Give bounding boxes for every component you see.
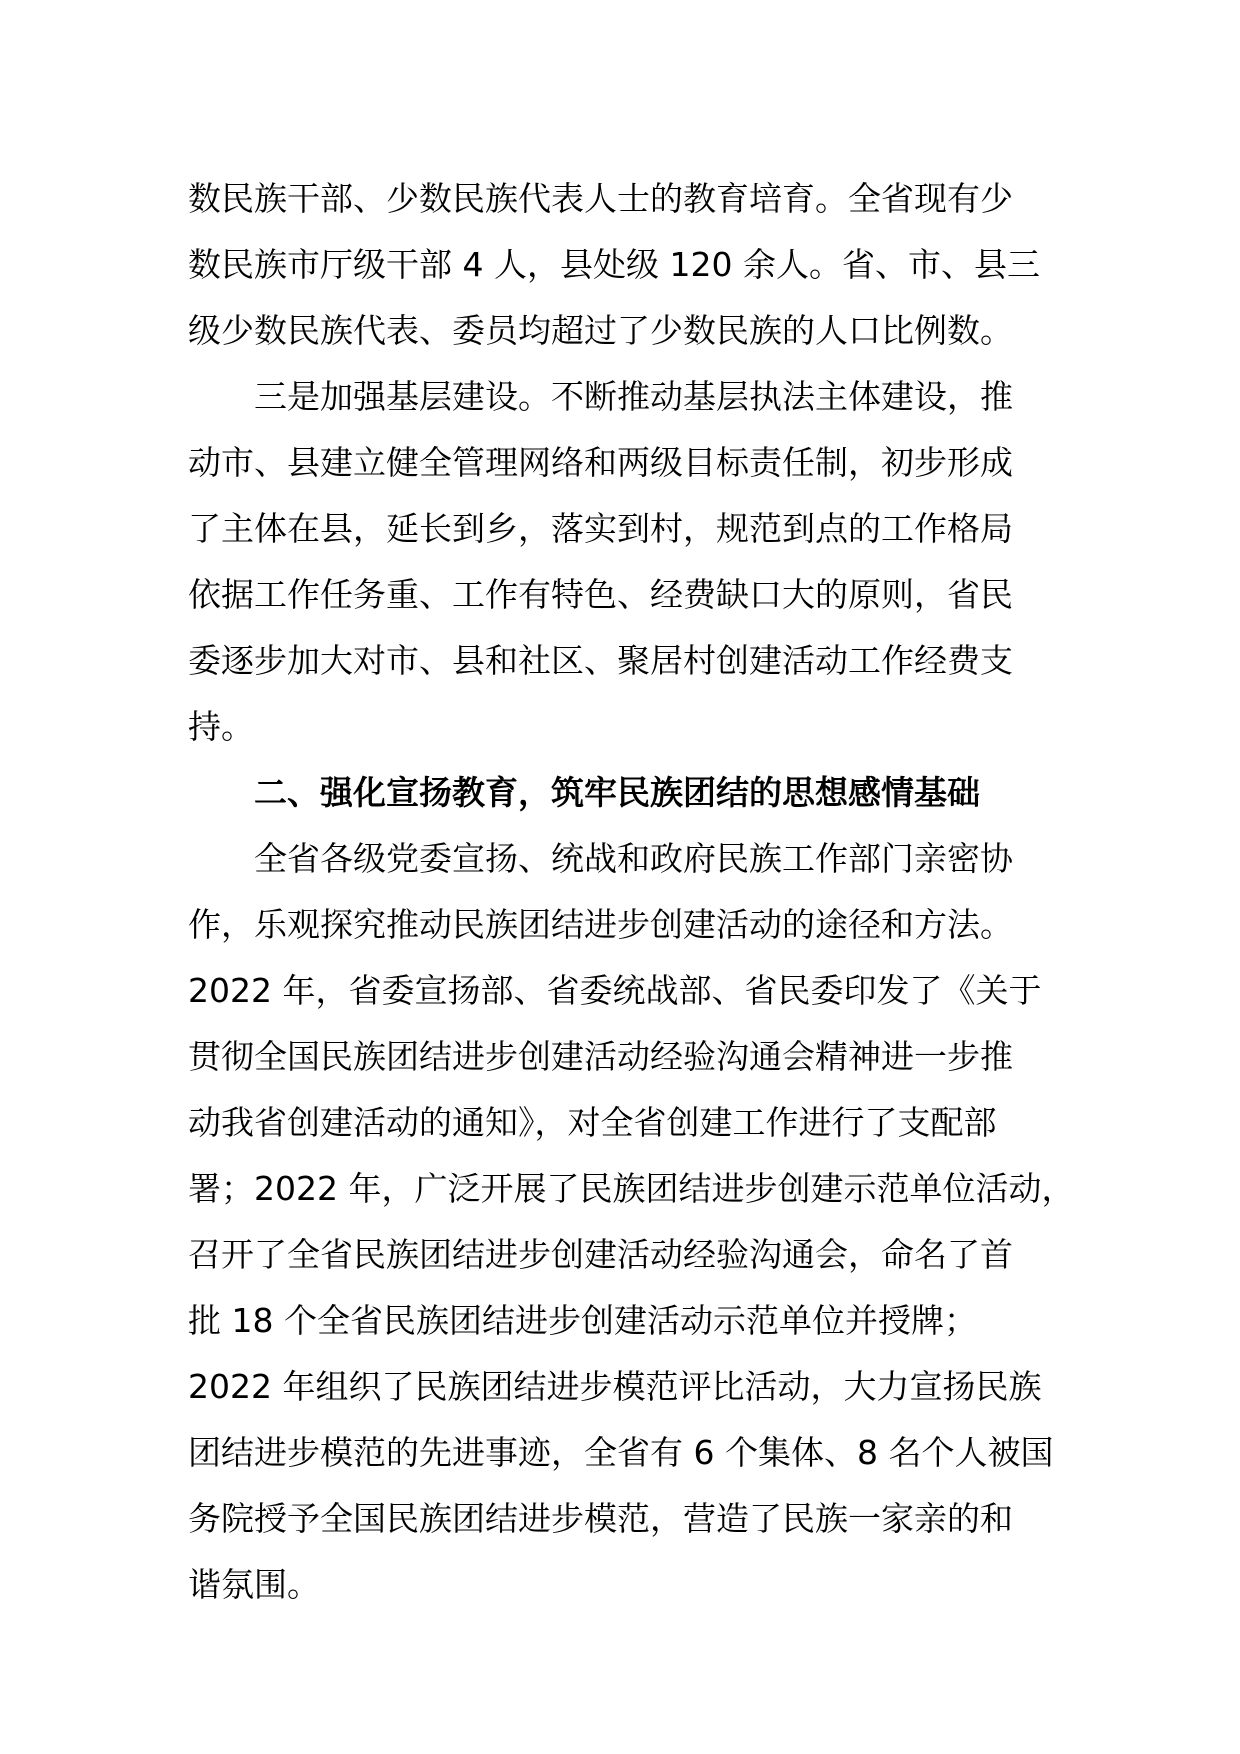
- text-line: 依据工作任务重、工作有特色、经费缺口大的原则，省民: [188, 575, 1013, 614]
- text-line: 务院授予全国民族团结进步模范，营造了民族一家亲的和: [188, 1499, 1013, 1538]
- document-body: [188, 166, 1075, 1618]
- text-line: 批 18 个全省民族团结进步创建活动示范单位并授牌；: [188, 1301, 977, 1340]
- text-line: 2022 年，省委宣扬部、省委统战部、省民委印发了《关于: [188, 971, 1042, 1010]
- text-line: 谐氛围。: [188, 1565, 320, 1604]
- text-line: 了主体在县，延长到乡，落实到村，规范到点的工作格局: [188, 509, 1013, 548]
- text-line: 2022 年组织了民族团结进步模范评比活动，大力宣扬民族: [188, 1367, 1042, 1406]
- paragraph-continuation: [188, 166, 1068, 364]
- text-line: 委逐步加大对市、县和社区、聚居村创建活动工作经费支: [188, 641, 1013, 680]
- paragraph-grassroots: [188, 364, 1068, 760]
- text-line: 动市、县建立健全管理网络和两级目标责任制，初步形成: [188, 443, 1013, 482]
- text-line: 团结进步模范的先进事迹，全省有 6 个集体、8 名个人被国: [188, 1433, 1054, 1472]
- text-line: 动我省创建活动的通知》，对全省创建工作进行了支配部: [188, 1103, 997, 1142]
- text-line: 持。: [188, 707, 254, 746]
- section-heading: 二、强化宣扬教育，筑牢民族团结的思想感情基础: [254, 773, 980, 812]
- text-line: 级少数民族代表、委员均超过了少数民族的人口比例数。: [188, 311, 1013, 350]
- text-line: 贯彻全国民族团结进步创建活动经验沟通会精神进一步推: [188, 1037, 1013, 1076]
- paragraph-publicity: [188, 826, 1075, 1618]
- text-line: 召开了全省民族团结进步创建活动经验沟通会，命名了首: [188, 1235, 1013, 1274]
- text-line: 数民族市厅级干部 4 人，县处级 120 余人。省、市、县三: [188, 245, 1040, 284]
- text-line: 作，乐观探究推动民族团结进步创建活动的途径和方法。: [188, 905, 1013, 944]
- text-line: 数民族干部、少数民族代表人士的教育培育。全省现有少: [188, 179, 1013, 218]
- text-line: 署；2022 年，广泛开展了民族团结进步创建示范单位活动，: [188, 1169, 1075, 1208]
- text-line: 全省各级党委宣扬、统战和政府民族工作部门亲密协: [254, 839, 1013, 878]
- text-line: 三是加强基层建设。不断推动基层执法主体建设，推: [254, 377, 1013, 416]
